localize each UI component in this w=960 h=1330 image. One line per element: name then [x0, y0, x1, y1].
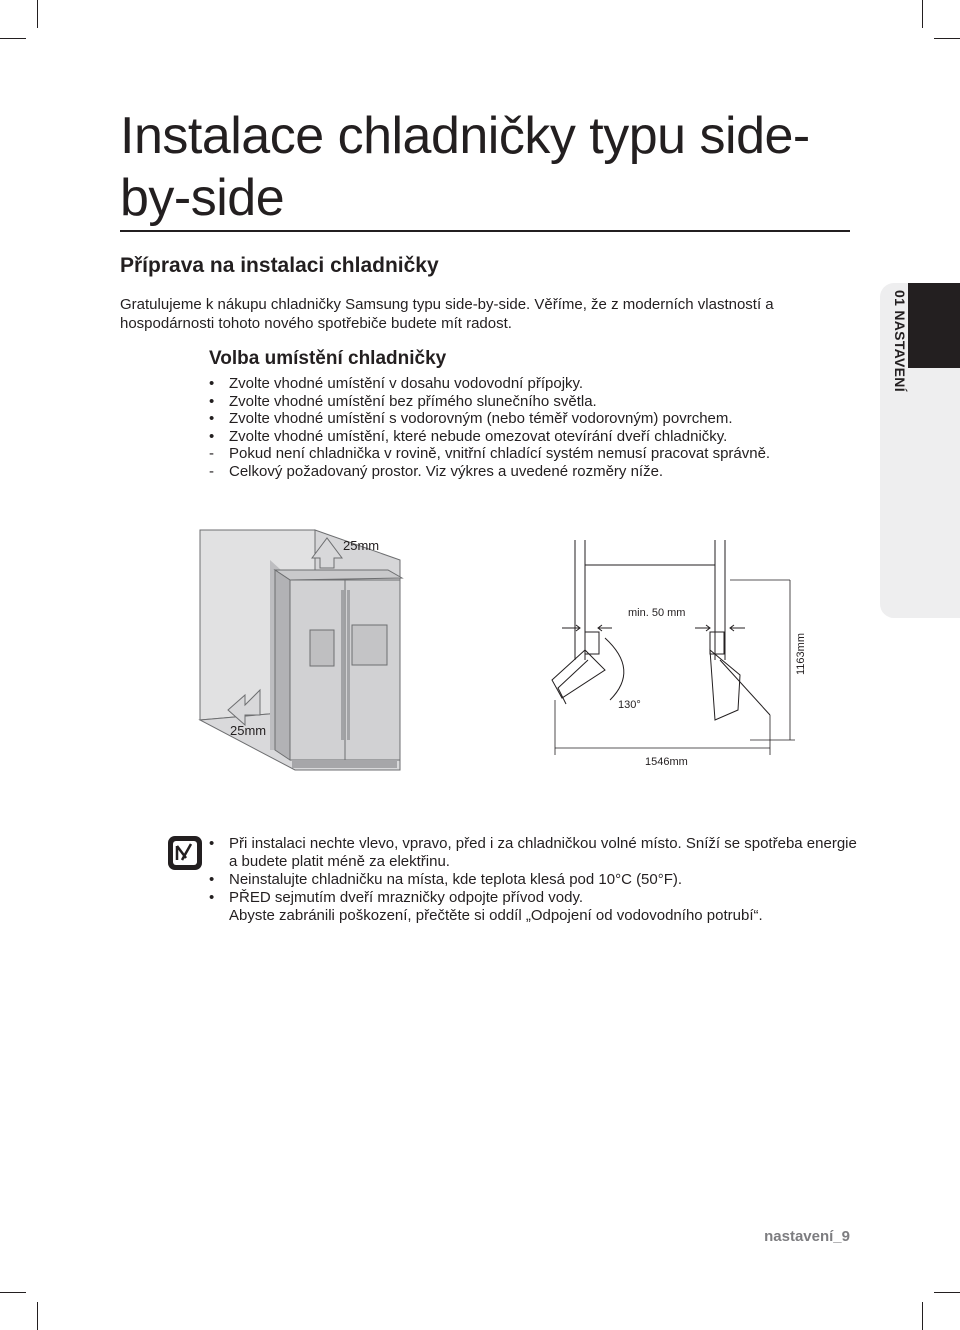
placement-list	[209, 375, 849, 480]
page-title: Instalace chladničky typu side-by-side	[120, 107, 810, 227]
list-marker: •	[209, 410, 215, 427]
plan-view	[552, 540, 795, 755]
note-text: PŘED sejmutím dveří mrazničky odpojte přívod vody.	[229, 889, 584, 906]
list-marker: •	[209, 375, 215, 392]
section-heading: Příprava na instalaci chladničky	[120, 254, 439, 277]
notes-list	[209, 835, 859, 925]
list-item	[209, 393, 849, 411]
list-item-text: Zvolte vhodné umístění, které nebude omezovat otevírání dveří chladničky.	[229, 427, 728, 445]
note-icon	[166, 834, 204, 872]
crop-mark	[934, 38, 960, 39]
note-text: Neinstalujte chladničku na místa, kde teplota klesá pod 10°C (50°F).	[229, 871, 683, 888]
list-item	[209, 871, 859, 889]
list-item-text: Pokud není chladnička v rovině, vnitřní chladící systém nemusí pracovat správně.	[229, 445, 771, 462]
list-marker: •	[209, 835, 215, 852]
list-marker: •	[209, 889, 215, 906]
list-item	[209, 835, 859, 871]
crop-mark	[37, 1302, 38, 1330]
list-item-text: Celkový požadovaný prostor. Viz výkres a uvedené rozměry níže.	[229, 462, 664, 480]
crop-mark	[922, 1302, 923, 1330]
installation-diagram	[190, 520, 810, 780]
note-text: Při instalaci nechte vlevo, vpravo, před i za chladničkou volné místo. Sníží se spotřeba energie a budete platit méně za elektřinu.	[229, 835, 857, 870]
list-marker: -	[209, 445, 214, 462]
placement-heading: Volba umístění chladničky	[209, 348, 447, 369]
list-marker: -	[209, 462, 214, 480]
title-divider	[120, 230, 850, 232]
list-item	[209, 428, 849, 446]
angle-label: 130°	[618, 699, 641, 711]
crop-mark	[934, 1292, 960, 1293]
note-text: Abyste zabránili poškození, přečtěte si oddíl „Odpojení od vodovodního potrubí“.	[229, 907, 763, 924]
intro-paragraph: Gratulujeme k nákupu chladničky Samsung typu side-by-side. Věříme, že z moderních vlastností a hospodárnosti tohoto nového spotřebiče budete mít radost.	[120, 296, 774, 332]
crop-mark	[0, 38, 26, 39]
depth-label: 1163mm	[795, 633, 807, 675]
chapter-tab-label: 01 NASTAVENÍ	[892, 290, 908, 392]
list-marker: •	[209, 427, 215, 445]
list-item	[209, 445, 849, 463]
crop-mark	[37, 0, 38, 28]
list-item	[209, 889, 859, 907]
crop-mark	[922, 0, 923, 28]
list-item-text: Zvolte vhodné umístění v dosahu vodovodní přípojky.	[229, 375, 584, 392]
list-item	[209, 410, 849, 428]
list-item	[209, 463, 849, 481]
page-footer: nastavení_9	[764, 1228, 850, 1245]
min-gap-label: min. 50 mm	[628, 607, 686, 619]
list-marker: •	[209, 871, 215, 888]
list-item	[209, 907, 859, 925]
crop-mark	[0, 1292, 26, 1293]
top-clearance-label: 25mm	[343, 538, 380, 553]
side-clearance-label: 25mm	[230, 723, 267, 738]
chapter-tab-marker	[908, 283, 960, 368]
list-item-text: Zvolte vhodné umístění s vodorovným (nebo téměř vodorovným) povrchem.	[229, 410, 733, 427]
list-item-text: Zvolte vhodné umístění bez přímého slunečního světla.	[229, 392, 597, 410]
list-item	[209, 375, 849, 393]
width-label: 1546mm	[645, 756, 688, 768]
list-marker: •	[209, 392, 215, 410]
